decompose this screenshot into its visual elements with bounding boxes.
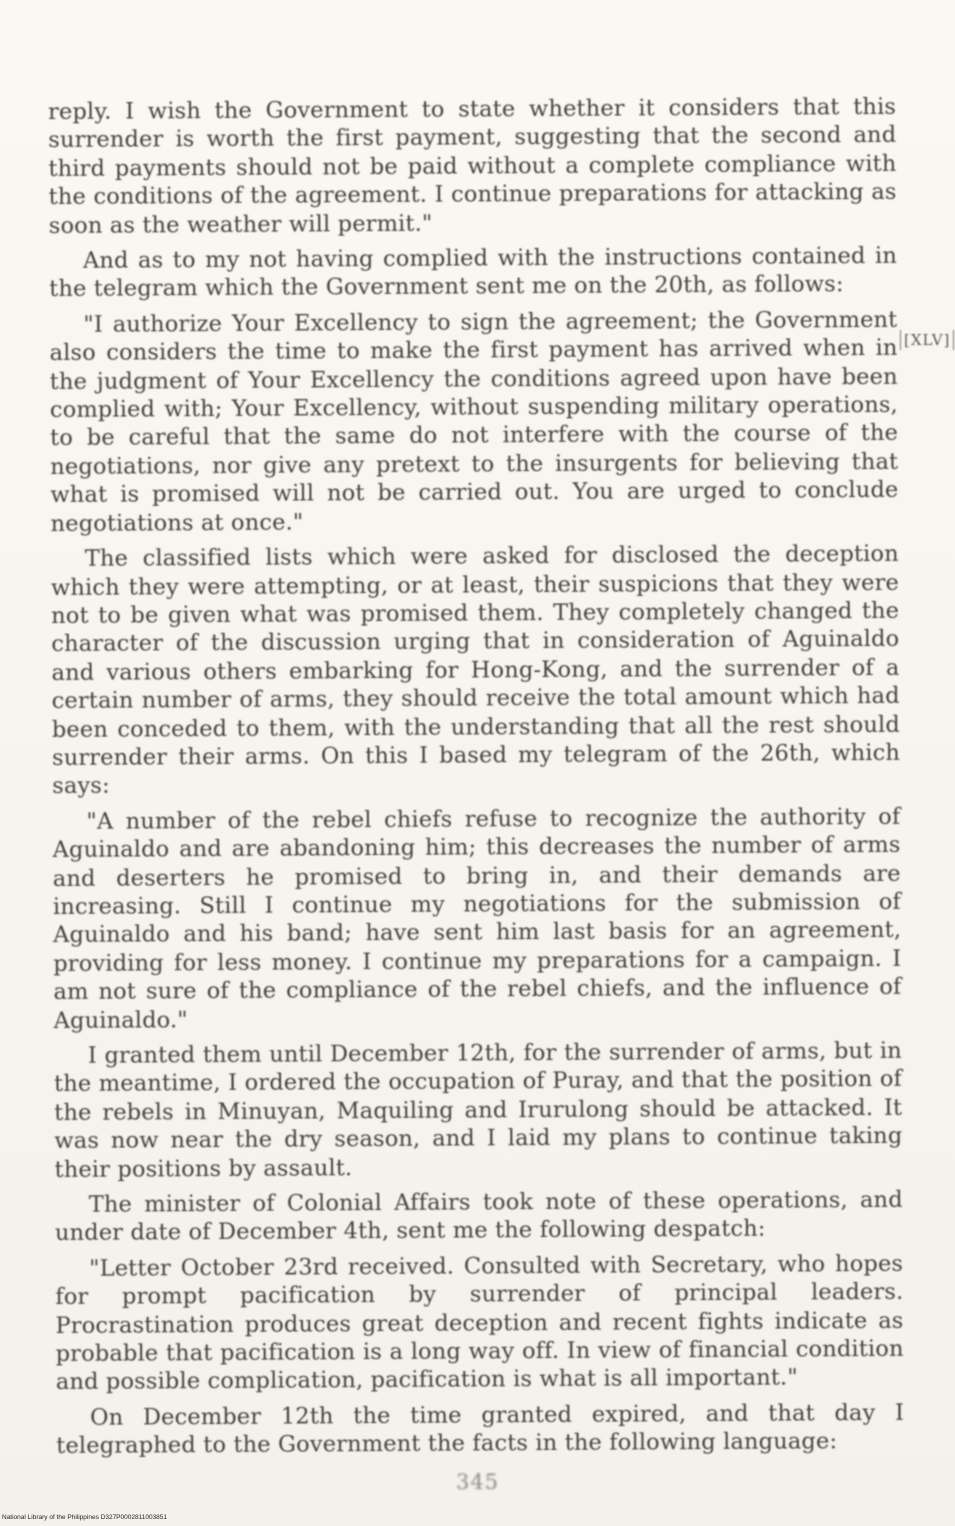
paragraph-1: reply. I wish the Government to state whether it considers that this surrender is worth the first payment, suggesting that the second and third payments should not be paid without a complete compliance with the conditions of the agreement. I continue preparations for attacking as soon as the weather will permit." (48, 93, 897, 239)
page-number: 345 (455, 1470, 500, 1494)
paragraph-7: The minister of Colonial Affairs took note of these operations, and under date of December 4th, sent me the following despatch: (54, 1186, 903, 1247)
body-text (48, 93, 904, 1468)
library-footer: National Library of the Philippines D327P0002811003851 (2, 1514, 168, 1521)
paragraph-6: I granted them until December 12th, for the surrender of arms, but in the meantime, I ordered the occupation of Puray, and that the position of the rebels in Minuyan, Maquiling and Irurulong should be attacked. It was now near the dry season, and I laid my plans to continue taking their positions by assault. (53, 1037, 903, 1183)
paragraph-2: And as to my not having complied with the instructions contained in the telegram which the Government sent me on the 20th, as follows: (49, 242, 898, 303)
paragraph-4: The classified lists which were asked for disclosed the deception which they were attempting, or at least, their suspicions that they were not to be given what was promised them. They completely changed the character of the discussion urging that in consideration of Aguinaldo and various others embarking for Hong-Kong, and the surrender of a certain number of arms, they should receive the total amount which had been conceded to them, with the understanding that all the rest should surrender their arms. On this I based my telegram of the 26th, which says: (50, 540, 901, 800)
paragraph-8-quote: "Letter October 23rd received. Consulted with Secretary, who hopes for prompt pacification by surrender of principal leaders. Procrastination produces great deception and recent fights indicate as probable that pacification is a long way off. In view of financial condition and possible complication, pacification is what is all important." (55, 1250, 904, 1396)
paragraph-3-quote: "I authorize Your Excellency to sign the agreement; the Government also considers the time to make the first payment has arrived when in the judgment of Your Excellency the conditions agreed upon have been complied with; Your Excellency, without suspending military operations, to be careful that the same do not interfere with the course of the negotiations, nor give any pretext to the insurgents for believing that what is promised will not be carried out. You are urged to conclude negotiations at once." (49, 306, 899, 537)
paragraph-5-quote: "A number of the rebel chiefs refuse to recognize the authority of Aguinaldo and are abandoning him; this decreases the number of arms and deserters he promised to bring in, and their demands are increasing. Still I continue my negotiations for the submission of Aguinaldo and his band; have sent him last basis for an agreement, providing for less money. I continue my preparations for a campaign. I am not sure of the compliance of the rebel chiefs, and the influence of Aguinaldo." (52, 803, 902, 1034)
paragraph-9: On December 12th the time granted expired, and that day I telegraphed to the Government the facts in the following language: (56, 1399, 905, 1460)
margin-note: [XLV] (900, 330, 954, 350)
